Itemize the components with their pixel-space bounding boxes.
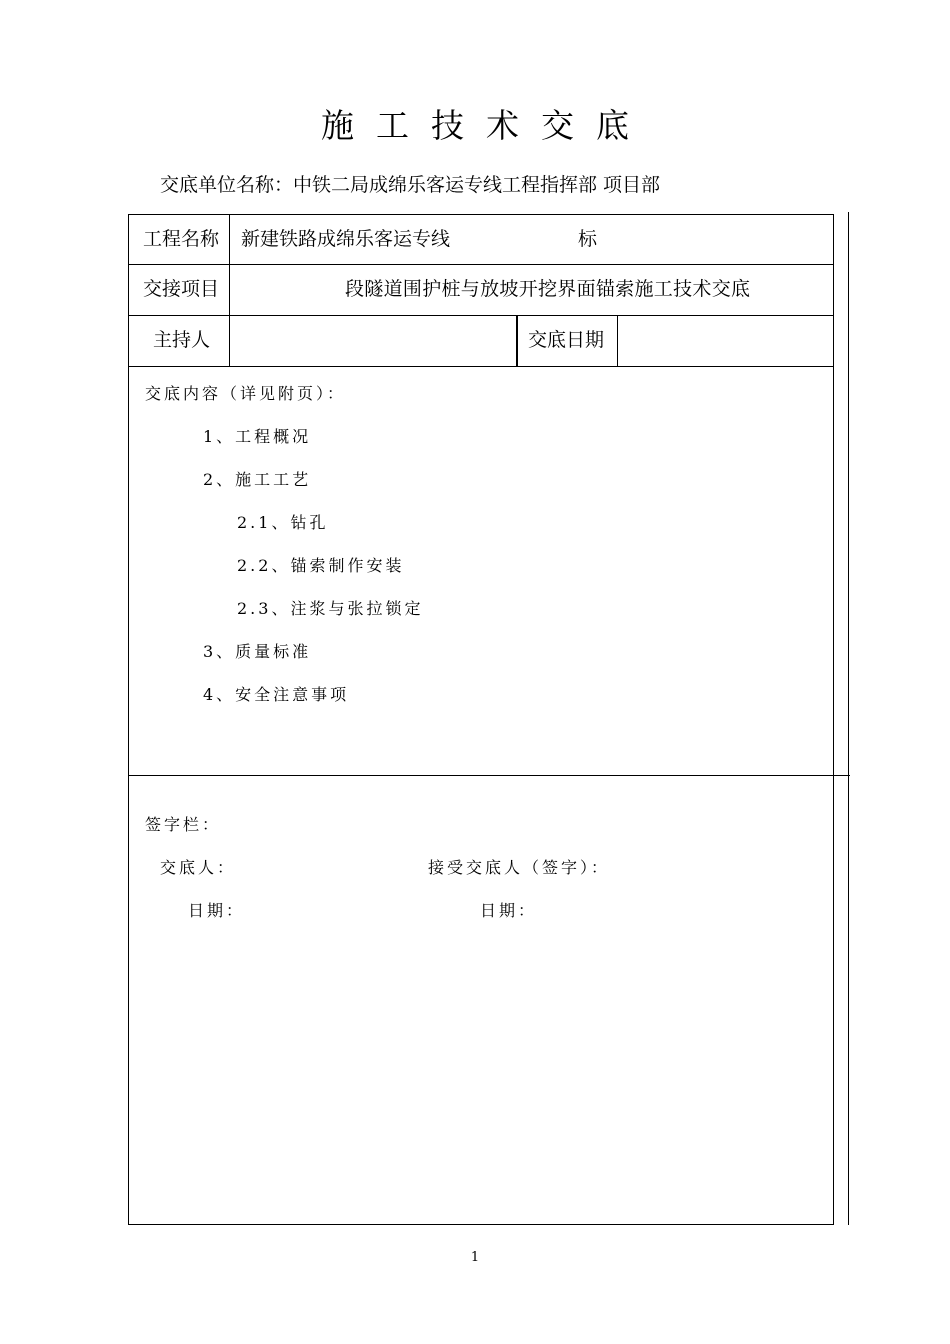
page-number: 1 [470,1250,480,1265]
host-label: 主持人 [153,329,211,351]
table-outer-rule [848,212,849,1225]
signature-heading: 签字栏： [145,815,222,834]
table-bottom-border [128,1224,834,1225]
receiver-date: 日期： [480,901,538,920]
presenter-date: 日期： [188,901,246,920]
date-column-right-divider [617,315,618,366]
unit-suffix: 项目部 [603,174,661,196]
unit-name: 中铁二局成绵乐客运专线工程指挥部 [293,174,598,196]
table-row1-divider [128,264,834,265]
list-item: 4、安全注意事项 [203,685,350,704]
table-top-border [128,214,834,215]
unit-label: 交底单位名称： [160,174,294,196]
project-name-label: 工程名称 [143,228,220,250]
table-row2-divider [128,315,834,316]
date-label: 交底日期 [528,329,605,351]
page-title: 施工技术交底 [321,106,651,145]
project-name-value: 新建铁路成绵乐客运专线 [241,228,451,250]
content-heading: 交底内容（详见附页）： [145,384,347,403]
handover-item-label: 交接项目 [143,278,220,300]
table-row3-divider [128,366,834,367]
list-item: 1、工程概况 [203,427,312,446]
project-name-suffix: 标 [578,228,598,250]
label-column-divider [229,214,230,366]
list-item: 2.2、锚索制作安装 [237,556,405,575]
receiver-label: 接受交底人（签字）： [428,858,611,877]
list-item: 2.1、钻孔 [237,513,329,532]
presenter-label: 交底人： [160,858,237,877]
date-column-left-divider [516,315,518,366]
unit-line [160,170,660,197]
handover-item-value: 段隧道围护桩与放坡开挖界面锚索施工技术交底 [345,278,751,300]
table-content-divider [128,775,850,776]
list-item: 2.3、注浆与张拉锁定 [237,599,424,618]
list-item: 2、施工工艺 [203,470,312,489]
list-item: 3、质量标准 [203,642,312,661]
